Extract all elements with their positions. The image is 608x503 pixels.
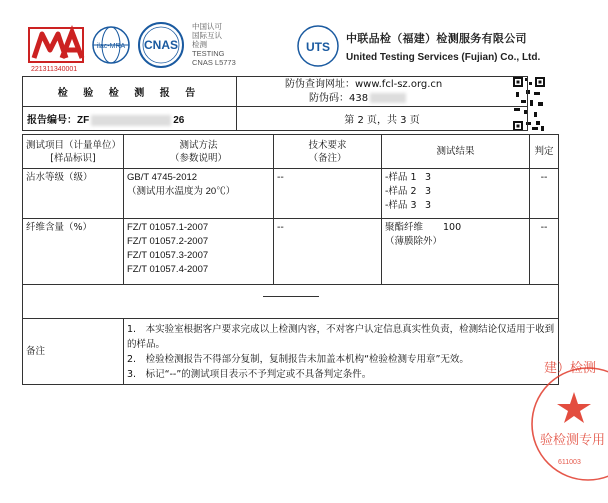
remarks-row [23, 319, 559, 385]
row-method: GB/T 4745-2012 （测试用水温度为 20℃） [124, 169, 274, 219]
cma-cert-number: 221311340001 [31, 66, 78, 73]
result-line: -样品 1 3 [385, 172, 432, 183]
row-item: 纤维含量（%） [23, 219, 124, 285]
cma-logo [26, 20, 86, 66]
stamp-code: 611003 [558, 459, 581, 466]
company-name-en: United Testing Services (Fujian) Co., Ltd. [346, 52, 541, 63]
remark-item: 1. 本实验室根据客户要求完成以上检测内容，不对客户认定信息真实性负责，检测结论仅适用于收到的样品。 [127, 324, 555, 350]
col-header-requirement: 技术要求 （备注） [274, 135, 382, 169]
row-method: FZ/T 01057.1-2007 FZ/T 01057.2-2007 FZ/T 01057.3-2007 FZ/T 01057.4-2007 [124, 219, 274, 285]
results-table [22, 134, 559, 385]
cnas-accreditation-text: 中国认可 国际互认 检测 TESTING CNAS L5773 [192, 22, 236, 67]
official-seal-stamp [528, 340, 608, 490]
remarks-label: 备注 [23, 319, 124, 385]
row-verdict: -- [530, 219, 559, 285]
anti-fake-info [237, 77, 528, 107]
col-header-verdict: 判定 [530, 135, 559, 169]
col-header-result: 测试结果 [382, 135, 530, 169]
query-site: 防伪查询网址：www.fcl-sz.org.cn [285, 78, 443, 90]
cnas-logo [136, 20, 186, 70]
result-line: 聚酯纤维 100 [385, 222, 462, 233]
row-results [382, 219, 530, 285]
table-row [23, 219, 559, 285]
row-requirement: -- [274, 169, 382, 219]
result-line: （薄膜除外） [385, 236, 443, 247]
report-number: 报告编号：ZF 26 [23, 107, 237, 131]
row-item: 沾水等级（级） [23, 169, 124, 219]
company-name-cn: 中联品检（福建）检测服务有限公司 [346, 32, 527, 45]
report-header-table [22, 76, 528, 131]
company-block [346, 30, 540, 63]
page-info: 第 2 页，共 3 页 [237, 107, 528, 131]
result-line: -样品 3 3 [385, 200, 432, 211]
table-header-row [23, 135, 559, 169]
report-title: 检 验 检 测 报 告 [23, 77, 237, 107]
stamp-text-bottom: 验检测专用 [540, 433, 606, 448]
stamp-text-top: 建）检测 [544, 361, 597, 376]
remarks-content [124, 319, 559, 385]
ilac-mra-logo [90, 24, 132, 66]
end-line [263, 296, 319, 297]
svg-text:UTS: UTS [306, 40, 330, 54]
row-requirement: -- [274, 219, 382, 285]
remark-item: 2. 检验检测报告不得部分复制，复制报告未加盖本机构“检验检测专用章”无效。 [127, 354, 469, 365]
anti-fake-code: 防伪码：438 [285, 92, 523, 106]
remark-item: 3. 标记“--”的测试项目表示不予判定或不具备判定条件。 [127, 369, 372, 380]
col-header-item: 测试项目（计量单位） [样品标识] [23, 135, 124, 169]
svg-text:CNAS: CNAS [143, 38, 179, 52]
col-header-method: 测试方法 （参数说明） [124, 135, 274, 169]
result-line: -样品 2 3 [385, 186, 432, 197]
table-row [23, 169, 559, 219]
blank-separator-row [23, 285, 559, 319]
svg-text:ilac-MRA: ilac-MRA [96, 43, 126, 50]
row-verdict: -- [530, 169, 559, 219]
row-results [382, 169, 530, 219]
uts-logo [296, 24, 340, 68]
